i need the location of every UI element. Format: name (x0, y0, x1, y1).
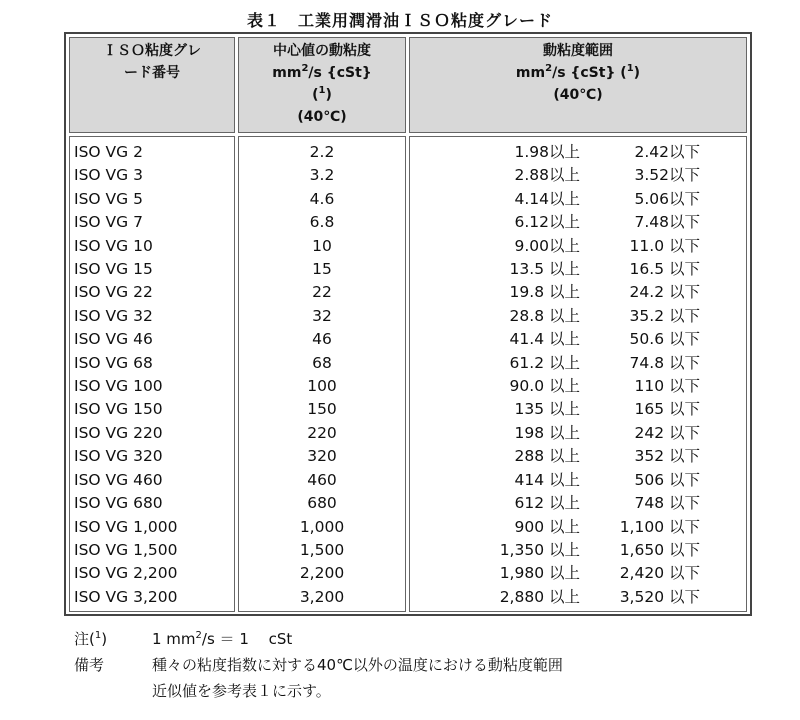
header-range-line1: 動粘度範囲 (543, 43, 613, 59)
center-value-cell: 22 (312, 283, 332, 302)
footnote-label-sup: 1 (94, 630, 102, 641)
header-grade-line1: ＩＳＯ粘度グレ (103, 43, 201, 59)
center-value-cell: 150 (307, 400, 337, 419)
range-upper: 2,420 以下 (619, 564, 700, 583)
range-lower: 2.88以上 (514, 166, 580, 185)
grade-cell: ISO VG 32 (74, 306, 153, 325)
range-cell (412, 562, 744, 585)
grade-cell: ISO VG 3 (74, 166, 143, 185)
range-lower: 19.8 以上 (509, 283, 580, 302)
unit-text: mm (515, 65, 546, 81)
grade-cell: ISO VG 46 (74, 330, 153, 349)
grade-cell: ISO VG 22 (74, 283, 153, 302)
center-value-cell: 680 (307, 494, 337, 513)
header-center-unit (241, 62, 403, 84)
range-upper: 2.42以下 (634, 143, 700, 161)
remark-line2: 近似値を参考表１に示す。 (152, 682, 331, 700)
range-lower: 900 以上 (514, 517, 580, 536)
grade-cell: ISO VG 680 (74, 494, 163, 513)
range-upper: 748 以下 (634, 494, 700, 513)
range-cell (412, 586, 744, 609)
center-value-cell: 460 (307, 470, 337, 489)
range-upper: 5.06以下 (634, 189, 700, 208)
range-lower: 198 以上 (514, 423, 580, 442)
range-lower: 13.5 以上 (509, 260, 580, 279)
range-cell (412, 422, 744, 445)
remark-label: 備考 (74, 656, 105, 674)
center-value-cell: 6.8 (309, 213, 335, 232)
grade-cell: ISO VG 1,500 (74, 540, 178, 559)
center-viscosity-column (238, 136, 406, 612)
grade-cell: ISO VG 2 (74, 143, 143, 161)
range-upper: 1,650 以下 (619, 540, 700, 559)
range-upper: 50.6 以下 (629, 330, 700, 349)
center-value-cell: 15 (312, 260, 332, 279)
range-cell (412, 188, 744, 211)
center-value-cell: 3,200 (299, 587, 345, 606)
ref-close: ) (633, 65, 641, 81)
center-value-cell: 46 (312, 330, 332, 349)
range-cell (412, 281, 744, 304)
range-lower: 1,980 以上 (499, 564, 580, 583)
body-row (69, 136, 747, 612)
center-value-cell: 1,500 (299, 540, 345, 559)
footnote-text-pre: 1 mm (152, 630, 196, 648)
grade-cell: ISO VG 5 (74, 189, 143, 208)
center-value-cell: 3.2 (309, 166, 335, 185)
ref-sup: 1 (626, 63, 634, 74)
unit-text-post: /s {cSt} ( (552, 65, 627, 81)
range-cell (412, 141, 744, 164)
center-value-cell: 32 (312, 306, 332, 325)
range-lower: 2,880 以上 (499, 587, 580, 606)
range-upper: 24.2 以下 (629, 283, 700, 302)
ref-sup: 1 (318, 85, 326, 96)
grade-column (69, 136, 235, 612)
range-cell (412, 516, 744, 539)
range-cell (412, 235, 744, 258)
footnote-label-post: ) (101, 630, 108, 648)
grade-cell: ISO VG 100 (74, 377, 163, 396)
range-cell (412, 469, 744, 492)
range-cell (412, 352, 744, 375)
range-lower: 41.4 以上 (509, 330, 580, 349)
range-lower: 414 以上 (514, 470, 580, 489)
range-upper: 3,520 以下 (619, 587, 700, 606)
range-cell (412, 492, 744, 515)
center-value-cell: 320 (307, 447, 337, 466)
grade-cell: ISO VG 2,200 (74, 564, 178, 583)
grade-cell: ISO VG 150 (74, 400, 163, 419)
center-value-cell: 4.6 (309, 189, 335, 208)
grade-cell: ISO VG 7 (74, 213, 143, 232)
grade-cell: ISO VG 220 (74, 423, 163, 442)
remark (74, 652, 563, 678)
header-range (409, 37, 747, 133)
header-center-footnote-ref (241, 84, 403, 106)
center-value-cell: 2,200 (299, 564, 345, 583)
grade-cell: ISO VG 1,000 (74, 517, 178, 536)
range-lower: 61.2 以上 (509, 353, 580, 372)
range-upper: 165 以下 (634, 400, 700, 419)
header-center-line1: 中心値の動粘度 (273, 43, 371, 59)
range-lower: 135 以上 (514, 400, 580, 419)
grade-cell: ISO VG 460 (74, 470, 163, 489)
header-row (69, 37, 747, 133)
center-value-cell: 220 (307, 423, 337, 442)
footnote-label-pre: 注( (74, 630, 95, 648)
range-upper: 16.5 以下 (629, 260, 700, 279)
range-cell (412, 328, 744, 351)
iso-viscosity-table (66, 34, 750, 615)
range-cell (412, 164, 744, 187)
range-cell (412, 398, 744, 421)
header-center-temp: (40℃) (297, 109, 347, 125)
footnote-text-sup: 2 (195, 630, 202, 641)
remark-line1: 種々の粘度指数に対する40℃以外の温度における動粘度範囲 (152, 656, 563, 674)
unit-sup: 2 (301, 63, 309, 74)
center-value-cell: 2.2 (309, 143, 335, 161)
range-lower: 9.00以上 (514, 236, 580, 255)
footnote (74, 626, 563, 652)
center-value-cell: 68 (312, 353, 332, 372)
grade-cell: ISO VG 320 (74, 447, 163, 466)
ref-open: ( (312, 87, 319, 103)
table-title: 表１ 工業用潤滑油ＩＳＯ粘度グレード (246, 11, 553, 30)
grade-cell: ISO VG 3,200 (74, 587, 178, 606)
header-grade-line2: ード番号 (124, 65, 180, 81)
unit-text: mm (272, 65, 302, 81)
range-lower: 612 以上 (514, 494, 580, 513)
viscosity-range-column (409, 136, 747, 612)
range-lower: 4.14以上 (514, 189, 580, 208)
grade-cell: ISO VG 10 (74, 236, 153, 255)
range-upper: 1,100 以下 (619, 517, 700, 536)
range-cell (412, 539, 744, 562)
footnote-text (152, 626, 292, 652)
range-upper: 110 以下 (634, 377, 700, 396)
header-grade (69, 37, 235, 133)
range-upper: 3.52以下 (634, 166, 700, 185)
grade-cell: ISO VG 68 (74, 353, 153, 372)
range-lower: 28.8 以上 (509, 306, 580, 325)
notes (74, 626, 563, 704)
range-upper: 242 以下 (634, 423, 700, 442)
range-upper: 74.8 以下 (629, 353, 700, 372)
range-lower: 1.98以上 (514, 143, 580, 161)
range-cell (412, 258, 744, 281)
range-upper: 35.2 以下 (629, 306, 700, 325)
range-cell (412, 445, 744, 468)
footnote-label (74, 626, 152, 652)
footnote-text-post: /s ＝ 1 cSt (201, 630, 293, 648)
center-value-cell: 10 (312, 236, 332, 255)
range-upper: 506 以下 (634, 470, 700, 489)
range-lower: 288 以上 (514, 447, 580, 466)
header-center (238, 37, 406, 133)
header-range-unit (412, 62, 744, 84)
range-upper: 7.48以下 (634, 213, 700, 232)
range-lower: 1,350 以上 (499, 540, 580, 559)
unit-sup: 2 (545, 63, 553, 74)
range-cell (412, 375, 744, 398)
header-range-temp: (40℃) (553, 87, 603, 103)
unit-text-post: /s {cSt} (308, 65, 372, 81)
grade-cell: ISO VG 15 (74, 260, 153, 279)
range-upper: 352 以下 (634, 447, 700, 466)
range-lower: 90.0 以上 (509, 377, 580, 396)
range-lower: 6.12以上 (514, 213, 580, 232)
ref-close: ) (325, 87, 332, 103)
range-upper: 11.0 以下 (629, 236, 700, 255)
range-cell (412, 305, 744, 328)
center-value-cell: 100 (307, 377, 337, 396)
center-value-cell: 1,000 (299, 517, 345, 536)
range-cell (412, 211, 744, 234)
